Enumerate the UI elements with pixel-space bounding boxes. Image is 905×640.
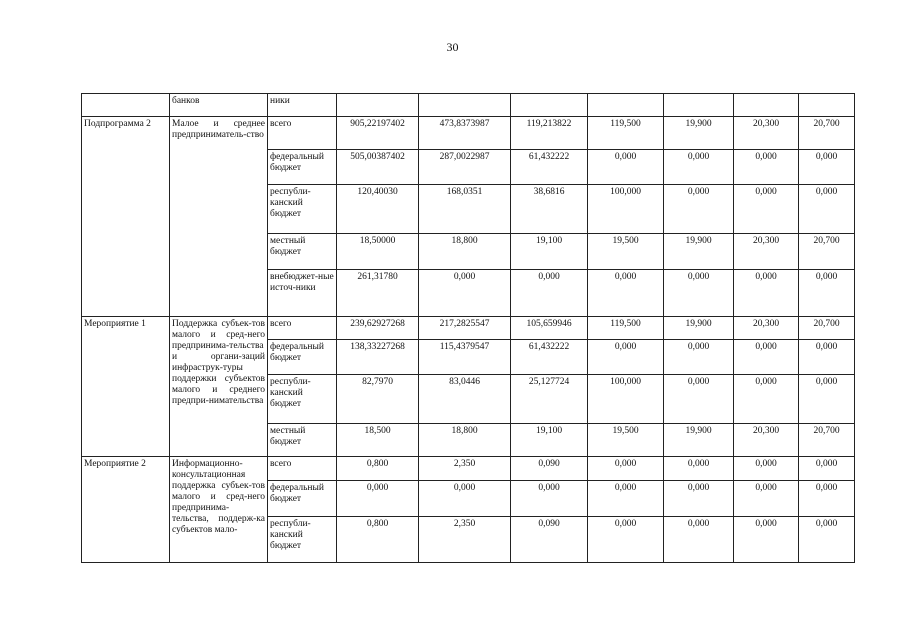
amount-cell: 19,900 xyxy=(664,234,734,270)
amount-cell: 19,500 xyxy=(588,424,664,457)
amount-cell: 19,900 xyxy=(664,424,734,457)
amount-cell xyxy=(419,94,511,117)
amount-cell: 2,350 xyxy=(419,517,511,563)
table-row xyxy=(82,94,855,117)
amount-cell: 19,900 xyxy=(664,117,734,150)
amount-cell: 0,000 xyxy=(799,150,855,185)
amount-cell: 20,300 xyxy=(734,234,799,270)
amount-cell: 0,000 xyxy=(734,517,799,563)
amount-cell: 20,300 xyxy=(734,117,799,150)
amount-cell: 168,0351 xyxy=(419,185,511,234)
amount-cell: 0,000 xyxy=(734,270,799,317)
amount-cell: 0,000 xyxy=(734,340,799,375)
amount-cell: 261,31780 xyxy=(337,270,419,317)
amount-cell: 0,000 xyxy=(734,150,799,185)
amount-cell: 19,500 xyxy=(588,234,664,270)
program-cell: Мероприятие 2 xyxy=(82,457,170,563)
funding-source-cell: местный бюджет xyxy=(268,234,337,270)
amount-cell: 119,500 xyxy=(588,117,664,150)
amount-cell xyxy=(588,94,664,117)
amount-cell: 0,000 xyxy=(799,457,855,481)
amount-cell: 0,000 xyxy=(664,375,734,424)
amount-cell: 0,000 xyxy=(511,481,588,517)
amount-cell: 61,432222 xyxy=(511,340,588,375)
program-cell: Подпрограмма 2 xyxy=(82,117,170,317)
amount-cell: 20,300 xyxy=(734,424,799,457)
amount-cell: 19,100 xyxy=(511,424,588,457)
funding-source-cell: местный бюджет xyxy=(268,424,337,457)
amount-cell: 0,000 xyxy=(419,481,511,517)
amount-cell: 0,000 xyxy=(337,481,419,517)
budget-table xyxy=(81,93,855,563)
amount-cell: 100,000 xyxy=(588,185,664,234)
amount-cell: 0,000 xyxy=(734,375,799,424)
amount-cell: 19,100 xyxy=(511,234,588,270)
amount-cell: 20,300 xyxy=(734,317,799,340)
amount-cell: 217,2825547 xyxy=(419,317,511,340)
amount-cell: 505,00387402 xyxy=(337,150,419,185)
amount-cell: 0,000 xyxy=(799,481,855,517)
amount-cell: 473,8373987 xyxy=(419,117,511,150)
amount-cell: 38,6816 xyxy=(511,185,588,234)
amount-cell: 0,000 xyxy=(588,457,664,481)
amount-cell xyxy=(337,94,419,117)
program-cell: Мероприятие 1 xyxy=(82,317,170,457)
amount-cell: 105,659946 xyxy=(511,317,588,340)
amount-cell: 0,800 xyxy=(337,457,419,481)
amount-cell xyxy=(664,94,734,117)
amount-cell: 239,62927268 xyxy=(337,317,419,340)
funding-source-cell: всего xyxy=(268,317,337,340)
amount-cell: 0,090 xyxy=(511,517,588,563)
funding-source-cell: республи-канский бюджет xyxy=(268,517,337,563)
page-number: 30 xyxy=(446,40,459,54)
program-cell xyxy=(82,94,170,117)
amount-cell: 18,50000 xyxy=(337,234,419,270)
activity-name-cell: Поддержка субъек-тов малого и сред-него предпринима-тельства и органи-заций инфраструк-туры поддержки субъектов малого и среднего предпри-нимательства xyxy=(170,317,268,457)
amount-cell: 0,000 xyxy=(419,270,511,317)
amount-cell: 19,900 xyxy=(664,317,734,340)
table-row xyxy=(82,457,855,481)
funding-source-cell: внебюджет-ные источ-ники xyxy=(268,270,337,317)
activity-name-cell: банков xyxy=(170,94,268,117)
budget-table-body xyxy=(82,94,855,563)
amount-cell: 20,700 xyxy=(799,424,855,457)
amount-cell: 20,700 xyxy=(799,234,855,270)
amount-cell: 0,000 xyxy=(664,270,734,317)
amount-cell: 18,500 xyxy=(337,424,419,457)
amount-cell: 83,0446 xyxy=(419,375,511,424)
amount-cell: 0,000 xyxy=(734,481,799,517)
amount-cell: 20,700 xyxy=(799,117,855,150)
amount-cell: 18,800 xyxy=(419,234,511,270)
funding-source-cell: федеральный бюджет xyxy=(268,481,337,517)
funding-source-cell: федеральный бюджет xyxy=(268,340,337,375)
amount-cell: 61,432222 xyxy=(511,150,588,185)
amount-cell: 25,127724 xyxy=(511,375,588,424)
amount-cell: 0,000 xyxy=(664,150,734,185)
funding-source-cell: республи-канский бюджет xyxy=(268,185,337,234)
funding-source-cell: всего xyxy=(268,117,337,150)
table-row xyxy=(82,317,855,340)
amount-cell: 138,33227268 xyxy=(337,340,419,375)
amount-cell: 0,000 xyxy=(588,270,664,317)
amount-cell: 0,000 xyxy=(734,457,799,481)
amount-cell: 0,000 xyxy=(799,375,855,424)
amount-cell: 287,0022987 xyxy=(419,150,511,185)
amount-cell: 0,000 xyxy=(664,481,734,517)
amount-cell: 0,090 xyxy=(511,457,588,481)
amount-cell xyxy=(734,94,799,117)
amount-cell: 18,800 xyxy=(419,424,511,457)
amount-cell: 120,40030 xyxy=(337,185,419,234)
amount-cell: 0,000 xyxy=(799,270,855,317)
amount-cell: 0,000 xyxy=(799,185,855,234)
amount-cell: 0,000 xyxy=(588,150,664,185)
funding-source-cell: республи-канский бюджет xyxy=(268,375,337,424)
amount-cell: 0,000 xyxy=(588,517,664,563)
table-row xyxy=(82,117,855,150)
funding-source-cell: федеральный бюджет xyxy=(268,150,337,185)
amount-cell: 20,700 xyxy=(799,317,855,340)
amount-cell: 0,000 xyxy=(734,185,799,234)
amount-cell: 115,4379547 xyxy=(419,340,511,375)
amount-cell: 0,000 xyxy=(799,340,855,375)
amount-cell xyxy=(511,94,588,117)
amount-cell: 0,000 xyxy=(664,340,734,375)
amount-cell: 119,500 xyxy=(588,317,664,340)
amount-cell: 0,000 xyxy=(588,340,664,375)
amount-cell: 0,000 xyxy=(664,517,734,563)
amount-cell: 2,350 xyxy=(419,457,511,481)
amount-cell: 0,000 xyxy=(664,457,734,481)
amount-cell: 100,000 xyxy=(588,375,664,424)
amount-cell: 0,000 xyxy=(664,185,734,234)
amount-cell: 0,800 xyxy=(337,517,419,563)
activity-name-cell: Информационно-консультационная поддержка субъек-тов малого и сред-него предпринима-тельства, поддерж-ка субъектов мало- xyxy=(170,457,268,563)
funding-source-cell: всего xyxy=(268,457,337,481)
amount-cell xyxy=(799,94,855,117)
amount-cell: 0,000 xyxy=(799,517,855,563)
amount-cell: 0,000 xyxy=(511,270,588,317)
activity-name-cell: Малое и среднее предприниматель-ство xyxy=(170,117,268,317)
amount-cell: 82,7970 xyxy=(337,375,419,424)
amount-cell: 119,213822 xyxy=(511,117,588,150)
funding-source-cell: ники xyxy=(268,94,337,117)
amount-cell: 0,000 xyxy=(588,481,664,517)
amount-cell: 905,22197402 xyxy=(337,117,419,150)
